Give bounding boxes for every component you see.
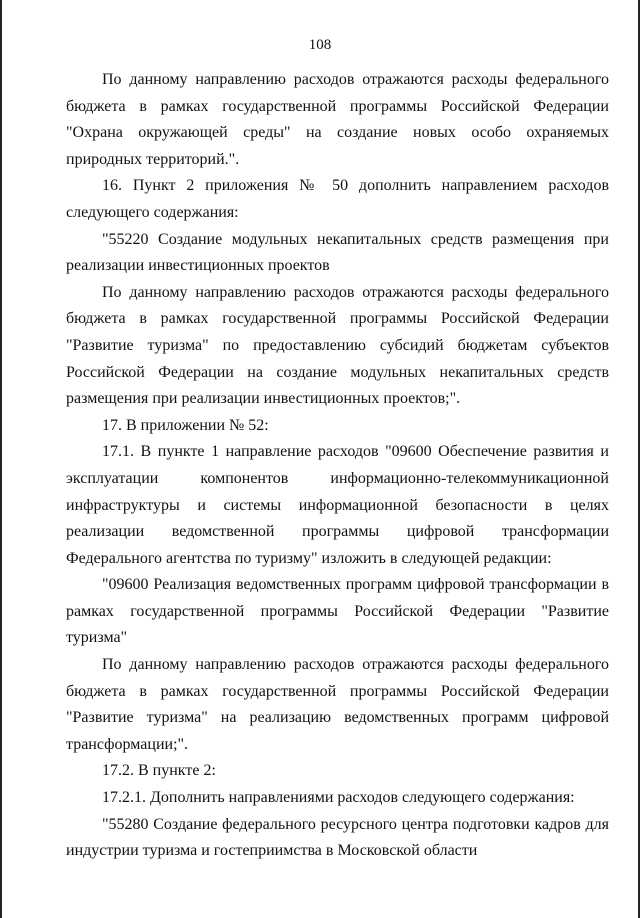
- document-body: [66, 67, 609, 865]
- paragraph: "55220 Создание модульных некапитальных средств размещения при реализации инвестиционных проектов: [66, 230, 609, 275]
- paragraph: "55280 Создание федерального ресурсного центра подготовки кадров для индустрии туризма и гостеприимства в Московской области: [66, 815, 609, 860]
- paragraph: 17. В приложении № 52:: [102, 416, 269, 434]
- paragraph: По данному направлению расходов отражаются расходы федерального бюджета в рамках государственной программы Российской Федерации "Развитие туризма" на реализацию ведомственных программ цифровой трансформации;".: [66, 656, 609, 753]
- paragraph: "09600 Реализация ведомственных программ цифровой трансформации в рамках государственной программы Российской Федерации "Развитие туризма": [66, 576, 609, 647]
- paragraph: 17.1. В пункте 1 направление расходов "09600 Обеспечение развития и эксплуатации компонентов информационно-телекоммуникационной инфраструктуры и системы информационной безопасности в целях реализации ведомственной программы цифровой трансформации Федерального агентства по туризму" изложить в следующей редакции:: [66, 443, 609, 567]
- paragraph: По данному направлению расходов отражаются расходы федерального бюджета в рамках государственной программы Российской Федерации "Развитие туризма" по предоставлению субсидий бюджетам субъектов Российской Федерации на создание модульных некапитальных средств размещения при реализации инвестиционных проектов;".: [66, 283, 609, 408]
- paragraph: 16. Пункт 2 приложения № 50 дополнить направлением расходов следующего содержания:: [66, 177, 609, 221]
- scan-edge-left: [0, 0, 2, 918]
- page-number: 108: [308, 37, 332, 53]
- paragraph: По данному направлению расходов отражаются расходы федерального бюджета в рамках государственной программы Российской Федерации "Охрана окружающей среды" на создание новых особо охраняемых природных территорий.".: [66, 71, 609, 168]
- paragraph: 17.2. В пункте 2:: [102, 762, 216, 780]
- paragraph: 17.2.1. Дополнить направлениями расходов следующего содержания:: [102, 789, 575, 807]
